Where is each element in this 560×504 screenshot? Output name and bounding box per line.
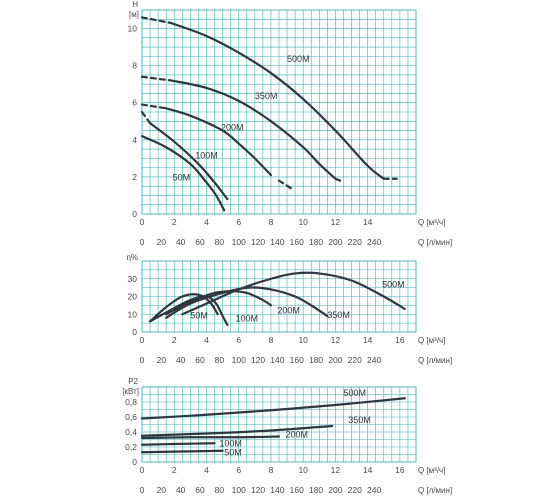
- x-tick-label: 10: [298, 335, 308, 345]
- x2-tick-label: 160: [289, 485, 304, 495]
- series-label-350m: 350M: [254, 91, 278, 102]
- x-tick-label: 8: [268, 465, 274, 475]
- x-tick-label: 12: [330, 335, 341, 345]
- x-tick-label: 4: [204, 465, 209, 475]
- series-label-200m: 200M: [220, 122, 244, 133]
- x2-tick-label: 0: [139, 355, 145, 365]
- y-tick-label: 0: [132, 327, 137, 337]
- y-axis-unit: [кВт]: [122, 387, 139, 396]
- x-tick-label: 10: [298, 217, 308, 227]
- x2-tick-label: 80: [214, 355, 225, 365]
- x2-tick-label: 200: [328, 355, 343, 365]
- head-chart: [128, 0, 453, 247]
- series-line-200m-dashed-start: [142, 105, 166, 109]
- power-chart: [122, 377, 452, 495]
- y-axis-label: H: [132, 0, 138, 9]
- x-tick-label: 6: [236, 217, 242, 227]
- series-label-50m: 50M: [224, 447, 242, 458]
- y-tick-label: 0: [132, 457, 137, 467]
- x2-tick-label: 240: [366, 485, 382, 495]
- x2-tick-label: 0: [139, 485, 145, 495]
- series-label-500m: 500M: [382, 279, 405, 290]
- x2-tick-label: 80: [214, 485, 225, 495]
- x2-axis-label: Q [л/мин]: [418, 238, 453, 247]
- x-tick-label: 14: [362, 465, 373, 475]
- x-tick-label: 0: [139, 335, 145, 345]
- y-tick-label: 6: [132, 97, 137, 108]
- y-tick-label: 0,4: [125, 427, 137, 437]
- x2-axis-label: Q [л/мин]: [418, 486, 453, 495]
- x-tick-label: 2: [171, 217, 177, 227]
- x-tick-label: 2: [171, 465, 177, 475]
- y-tick-label: 0: [132, 209, 137, 219]
- series-line-350m-dashed-start: [142, 77, 171, 81]
- x2-tick-label: 100: [231, 237, 246, 247]
- series-line-50m: [142, 451, 223, 453]
- x2-tick-label: 220: [347, 237, 362, 247]
- x-tick-label: 14: [362, 335, 373, 345]
- x-tick-label: 6: [236, 335, 242, 345]
- y-axis-unit: [м]: [129, 10, 139, 19]
- x-tick-label: 6: [236, 465, 242, 475]
- x2-tick-label: 220: [347, 355, 362, 365]
- x-tick-label: 8: [268, 217, 274, 227]
- y-tick-label: 2: [132, 171, 137, 182]
- series-label-50m: 50M: [190, 310, 208, 321]
- x2-tick-label: 140: [270, 355, 285, 365]
- y-axis-label: η%: [126, 253, 138, 262]
- x-tick-label: 8: [268, 335, 274, 345]
- x2-tick-label: 60: [195, 237, 205, 247]
- x-axis-label: Q [м³/ч]: [418, 336, 446, 345]
- x2-tick-label: 220: [347, 485, 362, 495]
- x2-tick-label: 180: [308, 355, 324, 365]
- x2-tick-label: 60: [195, 355, 205, 365]
- x-tick-label: 12: [330, 217, 341, 227]
- x-tick-label: 16: [395, 465, 405, 475]
- series-line-200m: [142, 437, 279, 439]
- x2-axis-label: Q [л/мин]: [418, 356, 453, 365]
- y-tick-label: 30: [127, 273, 137, 284]
- x-tick-label: 2: [171, 335, 177, 345]
- x2-tick-label: 180: [308, 237, 324, 247]
- series-label-100m: 100M: [195, 150, 218, 161]
- series-line-200m-dashed-end: [279, 181, 294, 190]
- x2-tick-label: 20: [156, 237, 167, 247]
- x2-tick-label: 160: [289, 355, 304, 365]
- y-axis-label: P2: [128, 377, 138, 386]
- x2-tick-label: 200: [328, 485, 343, 495]
- x2-tick-label: 120: [250, 237, 266, 247]
- x-tick-label: 16: [395, 335, 405, 345]
- x2-tick-label: 200: [328, 237, 343, 247]
- x-tick-label: 12: [330, 465, 341, 475]
- y-tick-label: 0,6: [125, 412, 137, 422]
- x2-tick-label: 140: [270, 485, 285, 495]
- x2-tick-label: 160: [289, 237, 304, 247]
- y-tick-label: 10: [127, 23, 137, 34]
- x2-tick-label: 140: [270, 237, 285, 247]
- series-label-350m: 350M: [327, 309, 350, 320]
- x2-tick-label: 120: [250, 485, 266, 495]
- y-tick-label: 8: [132, 60, 137, 71]
- x2-tick-label: 240: [366, 355, 382, 365]
- series-line-350m-dashed-end: [335, 179, 340, 181]
- series-label-100m: 100M: [235, 313, 258, 324]
- x2-tick-label: 20: [156, 485, 167, 495]
- x-tick-label: 4: [204, 335, 209, 345]
- x-axis-label: Q [м³/ч]: [418, 218, 446, 227]
- series-label-350m: 350M: [348, 415, 371, 425]
- x2-tick-label: 0: [139, 237, 145, 247]
- x2-tick-label: 120: [250, 355, 266, 365]
- x2-tick-label: 20: [156, 355, 167, 365]
- y-tick-label: 10: [127, 309, 137, 320]
- series-line-100m: [142, 443, 215, 445]
- efficiency-chart: [126, 253, 452, 365]
- x2-tick-label: 80: [214, 237, 225, 247]
- x2-tick-label: 100: [231, 355, 246, 365]
- series-label-500m: 500M: [287, 53, 310, 64]
- series-line-350m: [171, 80, 335, 178]
- series-line-500m-dashed-start: [142, 17, 171, 23]
- series-label-500m: 500M: [343, 388, 366, 398]
- x-tick-label: 0: [139, 465, 145, 475]
- y-tick-label: 20: [127, 291, 137, 302]
- x2-tick-label: 40: [175, 485, 186, 495]
- x-tick-label: 10: [298, 465, 308, 475]
- x-tick-label: 14: [362, 217, 373, 227]
- x-tick-label: 4: [204, 217, 209, 227]
- x2-tick-label: 180: [308, 485, 324, 495]
- series-label-100m: 100M: [219, 438, 242, 449]
- x2-tick-label: 40: [175, 355, 186, 365]
- x2-tick-label: 100: [231, 485, 246, 495]
- series-line-200m: [166, 108, 271, 175]
- y-tick-label: 0,2: [125, 442, 137, 452]
- series-label-200m: 200M: [285, 429, 308, 440]
- x2-tick-label: 60: [195, 485, 205, 495]
- series-label-50m: 50M: [172, 172, 191, 183]
- x-tick-label: 0: [139, 217, 145, 227]
- y-tick-label: 0,8: [125, 397, 137, 407]
- x-axis-label: Q [м³/ч]: [418, 466, 446, 475]
- x2-tick-label: 40: [175, 237, 186, 247]
- series-label-200m: 200M: [277, 305, 300, 316]
- y-tick-label: 4: [132, 134, 137, 145]
- x2-tick-label: 240: [366, 237, 382, 247]
